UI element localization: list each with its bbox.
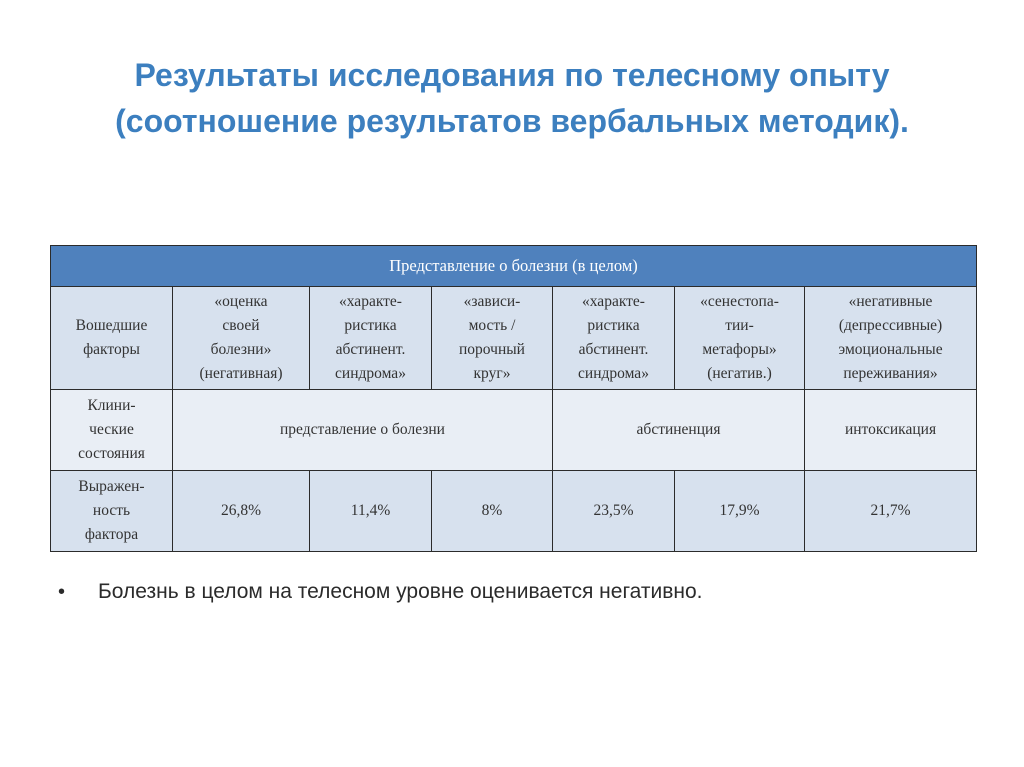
table-header: Представление о болезни (в целом) [51, 246, 977, 287]
table-row-factors [51, 287, 977, 390]
value-cell: 21,7% [805, 471, 977, 552]
title-line-1: Результаты исследования по телесному опыту [134, 57, 890, 93]
results-table [50, 245, 977, 552]
results-table-wrap [50, 245, 976, 552]
table-row-clinical [51, 390, 977, 471]
bullet-text: Болезнь в целом на телесном уровне оценивается негативно. [98, 580, 703, 603]
row-label-clinical: Клини- ческие состояния [51, 390, 173, 471]
bullet-point [58, 578, 958, 606]
factor-cell: «характе- ристика абстинент. синдрома» [553, 287, 675, 390]
title-line-2: (соотношение результатов вербальных методик). [115, 103, 909, 139]
value-cell: 8% [432, 471, 553, 552]
value-cell: 23,5% [553, 471, 675, 552]
row-label-values: Выражен- ность фактора [51, 471, 173, 552]
factor-cell: «оценка своей болезни» (негативная) [173, 287, 310, 390]
slide-title [40, 52, 984, 144]
value-cell: 17,9% [675, 471, 805, 552]
clinical-cell: абстиненция [553, 390, 805, 471]
clinical-cell: представление о болезни [173, 390, 553, 471]
row-label-factors: Вошедшие факторы [51, 287, 173, 390]
bullet-marker: • [58, 581, 66, 603]
value-cell: 26,8% [173, 471, 310, 552]
factor-cell: «зависи- мость / порочный круг» [432, 287, 553, 390]
factor-cell: «характе- ристика абстинент. синдрома» [310, 287, 432, 390]
clinical-cell: интоксикация [805, 390, 977, 471]
value-cell: 11,4% [310, 471, 432, 552]
factor-cell: «сенестопа- тии- метафоры» (негатив.) [675, 287, 805, 390]
table-row-values [51, 471, 977, 552]
factor-cell: «негативные (депрессивные) эмоциональные переживания» [805, 287, 977, 390]
